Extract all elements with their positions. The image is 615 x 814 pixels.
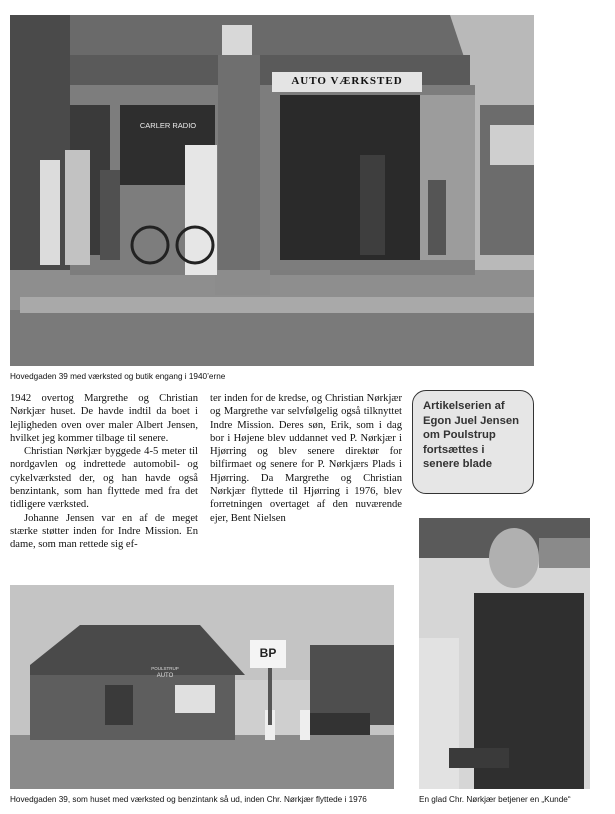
caption-bottom-left-photo: Hovedgaden 39, som huset med værksted og benzintank så ud, inden Chr. Nørkjær flyttede i 1976 [10,795,367,804]
paragraph: ter inden for de kredse, og Christian Nørkjær og Margrethe var selvfølgelig også tilknyttet Indre Mission. Deres søn, Erik, som i dag bor i Højene blev uddannet ved P. Nørkjær i Hjørring og blev senere direktør for bilfirmaet og senere for P. Nørkjærs Plads i Hjørring. Da Margrethe og Christian Nørkjær flyttede til Hjørring i 1976, blev forretningen overtaget af den nuværende ejer, Bent Nielsen [210,393,402,524]
paragraph: Christian Nørkjær byggede 4-5 meter til nordgavlen og indrettede automobil- og cykelværksted der, og han havde også benzintank, som han flyttede med fra det tidligere værksted. [10,446,198,511]
photo-workshop-petrol-station [10,585,394,789]
photo-workshop-1940s [10,15,534,366]
paragraph: 1942 overtog Margrethe og Christian Nørkjær huset. De havde indtil da boet i lejligheden oven over maler Albert Jensen, hvilket jeg kommer tilbage til senere. [10,393,198,444]
station-sign-sub: POULSTRUP [151,666,179,671]
bp-logo: BP [259,646,277,660]
workshop-sign: AUTO VÆRKSTED [291,75,403,87]
article-column-1 [10,392,198,552]
paragraph: Johanne Jensen var en af de meget stærke støtter inden for Indre Mission. En dame, som man rettede sig ef- [10,512,198,551]
article-series-box: Artikelserien af Egon Juel Jensen om Poulstrup fortsættes i senere blade [412,390,534,494]
article-column-2 [210,392,402,525]
station-sign: AUTO [156,673,174,679]
window-sign: CARLER RADIO [139,121,197,130]
caption-bottom-right-photo: En glad Chr. Nørkjær betjener en „Kunde“ [419,795,571,804]
caption-top-photo: Hovedgaden 39 med værksted og butik engang i 1940’erne [10,372,226,381]
photo-chr-norkjaer [419,518,590,789]
